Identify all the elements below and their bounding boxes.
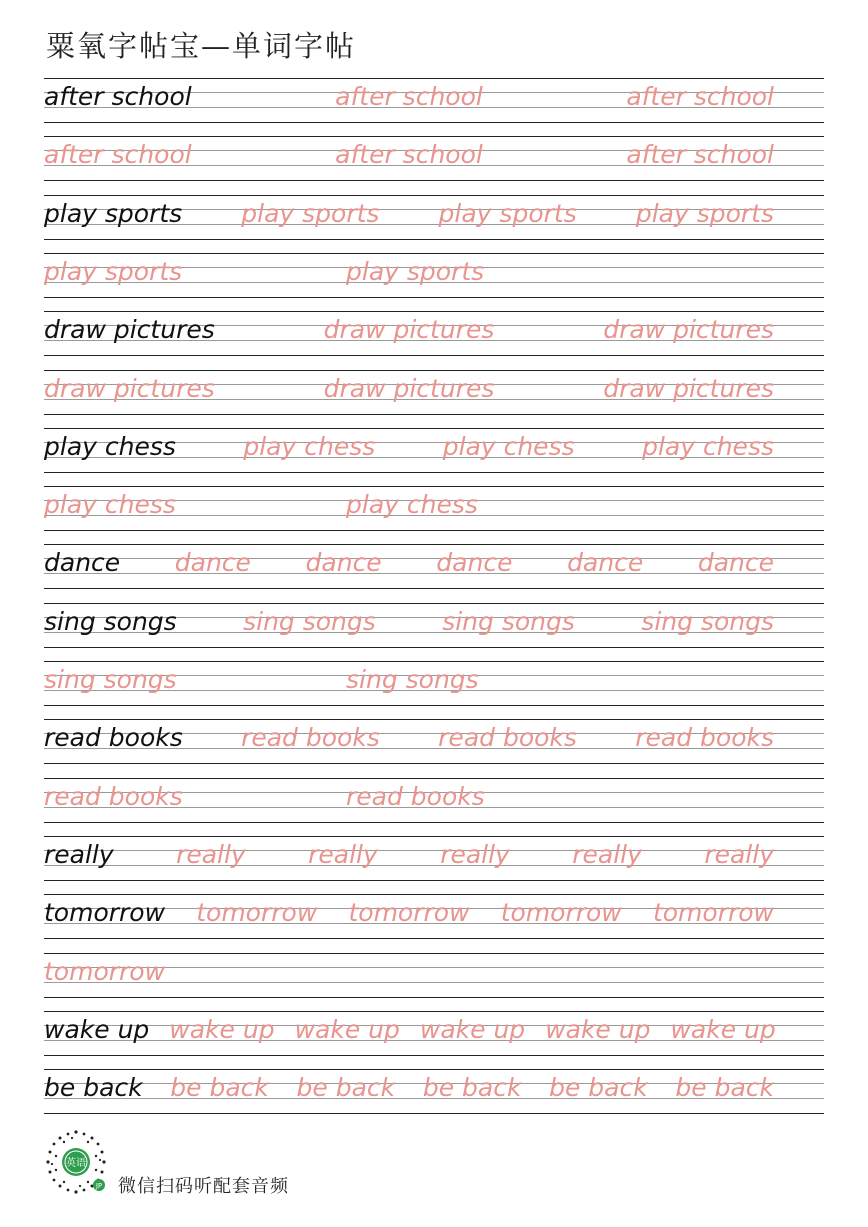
writing-row <box>44 661 824 719</box>
guide-line <box>44 122 824 123</box>
writing-row <box>44 894 824 952</box>
trace-word: draw pictures <box>603 373 774 403</box>
trace-word: be back <box>422 1073 522 1103</box>
guide-line <box>44 705 824 706</box>
trace-word: tomorrow <box>196 898 318 928</box>
trace-word: really <box>308 839 378 869</box>
writing-row <box>44 719 824 777</box>
guide-line <box>44 472 824 473</box>
guide-line <box>44 1113 824 1114</box>
guide-line <box>44 195 824 196</box>
guide-line <box>44 78 824 79</box>
trace-word: really <box>440 839 510 869</box>
guide-line <box>44 647 824 648</box>
trace-word: play chess <box>243 431 376 461</box>
qr-code-icon[interactable] <box>40 1126 112 1198</box>
guide-line <box>44 836 824 837</box>
model-word: dance <box>44 548 121 578</box>
writing-row <box>44 78 824 136</box>
guide-line <box>44 180 824 181</box>
guide-line <box>44 719 824 720</box>
trace-word: play sports <box>438 198 577 228</box>
writing-row <box>44 836 824 894</box>
trace-word: dance <box>567 548 644 578</box>
trace-word: wake up <box>169 1014 275 1044</box>
writing-row <box>44 1069 824 1127</box>
trace-word: draw pictures <box>44 373 215 403</box>
trace-word: really <box>572 839 642 869</box>
guide-line <box>44 370 824 371</box>
trace-word: draw pictures <box>323 373 495 403</box>
guide-line <box>44 880 824 881</box>
guide-line <box>44 136 824 137</box>
trace-word: after school <box>626 140 774 170</box>
model-word: draw pictures <box>44 315 215 345</box>
guide-line <box>44 544 824 545</box>
writing-row <box>44 603 824 661</box>
trace-word: be back <box>675 1073 774 1103</box>
footer-caption: 微信扫码听配套音频 <box>118 1176 289 1197</box>
trace-word: read books <box>635 723 774 753</box>
guide-line <box>44 894 824 895</box>
trace-word: be back <box>549 1073 648 1103</box>
trace-word: play chess <box>346 490 478 520</box>
model-word: read books <box>44 723 183 753</box>
trace-word: after school <box>335 140 483 170</box>
writing-row <box>44 1011 824 1069</box>
trace-word: wake up <box>419 1014 526 1044</box>
writing-row <box>44 311 824 369</box>
guide-line <box>44 763 824 764</box>
trace-word: wake up <box>294 1014 400 1044</box>
page-title: 粟氧字帖宝—单词字帖 <box>46 29 357 63</box>
trace-word: play sports <box>241 198 380 228</box>
writing-row <box>44 544 824 602</box>
model-word: really <box>44 839 114 869</box>
guide-line <box>44 953 824 954</box>
guide-line <box>44 603 824 604</box>
trace-word: play chess <box>642 431 774 461</box>
trace-word: play chess <box>44 490 176 520</box>
trace-word: tomorrow <box>348 898 470 928</box>
trace-word: read books <box>438 723 577 753</box>
trace-word: play sports <box>44 256 183 286</box>
trace-word: wake up <box>545 1014 651 1044</box>
writing-row <box>44 253 824 311</box>
guide-line <box>44 778 824 779</box>
guide-line <box>44 311 824 312</box>
trace-word: draw pictures <box>323 315 495 345</box>
model-word: play chess <box>44 431 176 461</box>
trace-word: sing songs <box>44 665 177 694</box>
trace-word: play sports <box>346 256 485 286</box>
trace-word: play chess <box>442 431 575 461</box>
guide-line <box>44 661 824 662</box>
trace-word: tomorrow <box>44 956 166 986</box>
guide-line <box>44 938 824 939</box>
trace-word: dance <box>697 548 774 578</box>
trace-word: sing songs <box>243 606 376 636</box>
trace-word: dance <box>436 548 513 578</box>
writing-row <box>44 953 824 1011</box>
writing-row <box>44 428 824 486</box>
guide-line <box>44 253 824 254</box>
guide-line <box>44 997 824 998</box>
trace-word: draw pictures <box>603 315 774 345</box>
guide-line <box>44 1069 824 1070</box>
guide-line <box>44 486 824 487</box>
model-word: tomorrow <box>44 898 166 928</box>
trace-word: play sports <box>635 198 774 228</box>
trace-word: dance <box>174 548 251 578</box>
guide-line <box>44 822 824 823</box>
trace-word: really <box>704 839 774 869</box>
trace-word: after school <box>335 82 483 111</box>
trace-word: sing songs <box>346 665 479 694</box>
writing-row <box>44 195 824 253</box>
guide-line <box>44 588 824 589</box>
guide-line <box>44 1011 824 1012</box>
model-word: after school <box>44 82 192 111</box>
trace-word: be back <box>170 1073 269 1103</box>
writing-row <box>44 136 824 194</box>
model-word: be back <box>44 1073 143 1103</box>
model-word: wake up <box>44 1014 150 1044</box>
svg-text:JP: JP <box>95 1182 103 1190</box>
trace-word: sing songs <box>641 606 774 636</box>
qr-badge-text: 英语 <box>66 1158 86 1169</box>
trace-word: sing songs <box>442 606 575 636</box>
trace-word: read books <box>346 781 485 811</box>
guide-line <box>44 414 824 415</box>
trace-word: after school <box>626 82 774 111</box>
trace-word: tomorrow <box>500 898 622 928</box>
trace-word: be back <box>296 1073 396 1103</box>
trace-word: tomorrow <box>652 898 774 928</box>
guide-line <box>44 428 824 429</box>
trace-word: dance <box>305 548 382 578</box>
model-word: sing songs <box>44 606 177 636</box>
writing-row <box>44 486 824 544</box>
trace-word: read books <box>241 723 380 753</box>
trace-word: wake up <box>670 1014 776 1044</box>
trace-word: after school <box>44 140 192 170</box>
guide-line <box>44 530 824 531</box>
trace-word: read books <box>44 781 183 811</box>
model-word: play sports <box>44 198 183 228</box>
guide-line <box>44 297 824 298</box>
trace-word: really <box>176 839 246 869</box>
guide-line <box>44 1055 824 1056</box>
writing-row <box>44 778 824 836</box>
guide-line <box>44 355 824 356</box>
writing-row <box>44 370 824 428</box>
guide-line <box>44 239 824 240</box>
